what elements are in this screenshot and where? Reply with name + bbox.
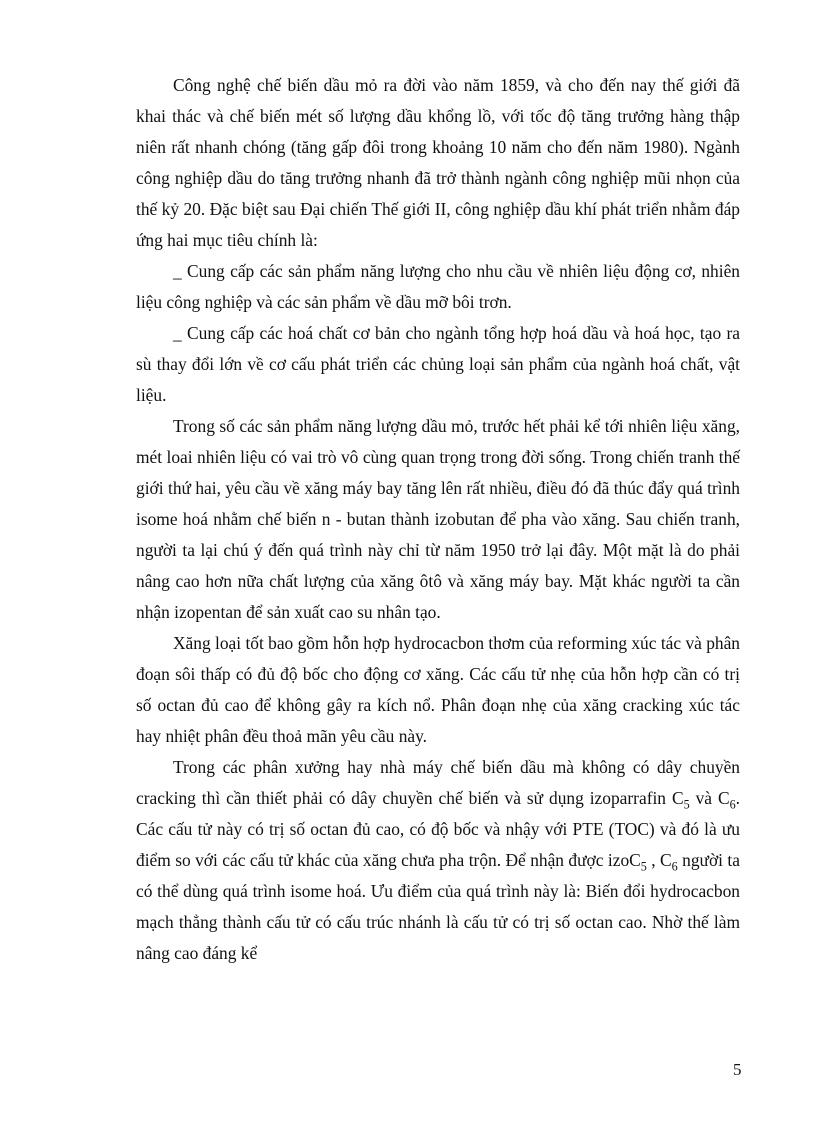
page-body bbox=[136, 70, 740, 969]
bullet-2: _ Cung cấp các hoá chất cơ bản cho ngành tổng hợp hoá dầu và hoá học, tạo ra sù thay đổi lớn về cơ cấu phát triển các chủng loại sản phẩm của ngành hoá chất, vật liệu. bbox=[136, 323, 740, 405]
paragraph-4 bbox=[136, 752, 740, 969]
paragraph-4-part-c: . Các cấu tử này có trị số octan đủ cao, có độ bốc và nhậy với PTE (TOC) và đó là ưu điểm so với các cấu tử khác của xăng chưa pha trộn. Để nhận được izoC bbox=[136, 788, 740, 870]
subscript-izoc5: 5 bbox=[640, 859, 647, 874]
paragraph-4-part-a: Trong các phân xưởng hay nhà máy chế biến dầu mà không có dây chuyền cracking thì cần thiết phải có dây chuyền chế biến và sử dụng izoparrafin C bbox=[136, 757, 740, 808]
paragraph-4-part-d: , C bbox=[646, 850, 672, 870]
paragraph-1: Công nghệ chế biến dầu mỏ ra đời vào năm 1859, và cho đến nay thế giới đã khai thác và chế biến mét số lượng dầu khổng lồ, với tốc độ tăng trưởng hàng thập niên rất nhanh chóng (tăng gấp đôi trong khoảng 10 năm cho đến năm 1980). Ngành công nghiệp dầu do tăng trưởng nhanh đã trở thành ngành công nghiệp mũi nhọn của thế kỷ 20. Đặc biệt sau Đại chiến Thế giới II, công nghiệp dầu khí phát triển nhằm đáp ứng hai mục tiêu chính là: bbox=[136, 75, 740, 250]
page-number: 5 bbox=[733, 1060, 742, 1079]
paragraph-2: Trong số các sản phẩm năng lượng dầu mỏ, trước hết phải kể tới nhiên liệu xăng, mét loai nhiên liệu có vai trò vô cùng quan trọng trong đời sống. Trong chiến tranh thế giới thứ hai, yêu cầu về xăng máy bay tăng lên rất nhiều, điều đó đã thúc đẩy quá trình isome hoá nhằm chế biến n - butan thành izobutan để pha vào xăng. Sau chiến tranh, người ta lại chú ý đến quá trình này chỉ từ năm 1950 trở lại đây. Một mặt là do phải nâng cao hơn nữa chất lượng của xăng ôtô và xăng máy bay. Mặt khác người ta cần nhận izopentan để sản xuất cao su nhân tạo. bbox=[136, 416, 740, 622]
paragraph-4-part-b: và C bbox=[689, 788, 730, 808]
subscript-c5: 5 bbox=[683, 797, 690, 812]
paragraph-4-part-e: người ta có thể dùng quá trình isome hoá. Ưu điểm của quá trình này là: Biến đổi hydrocacbon mạch thẳng thành cấu tử có cấu trúc nhánh là cấu tử có trị số octan cao. Nhờ thế làm nâng cao đáng kể bbox=[136, 850, 740, 963]
paragraph-3: Xăng loại tốt bao gồm hỗn hợp hydrocacbon thơm của reforming xúc tác và phân đoạn sôi thấp có đủ độ bốc cho động cơ xăng. Các cấu tử nhẹ của hỗn hợp cần có trị số octan đủ cao để không gây ra kích nổ. Phân đoạn nhẹ của xăng cracking xúc tác hay nhiệt phân đều thoả mãn yêu cầu này. bbox=[136, 633, 741, 746]
bullet-1: _ Cung cấp các sản phẩm năng lượng cho nhu cầu về nhiên liệu động cơ, nhiên liệu công nghiệp và các sản phẩm về dầu mỡ bôi trơn. bbox=[136, 261, 740, 312]
subscript-c6: 6 bbox=[729, 797, 736, 812]
subscript-izoc6: 6 bbox=[671, 859, 678, 874]
